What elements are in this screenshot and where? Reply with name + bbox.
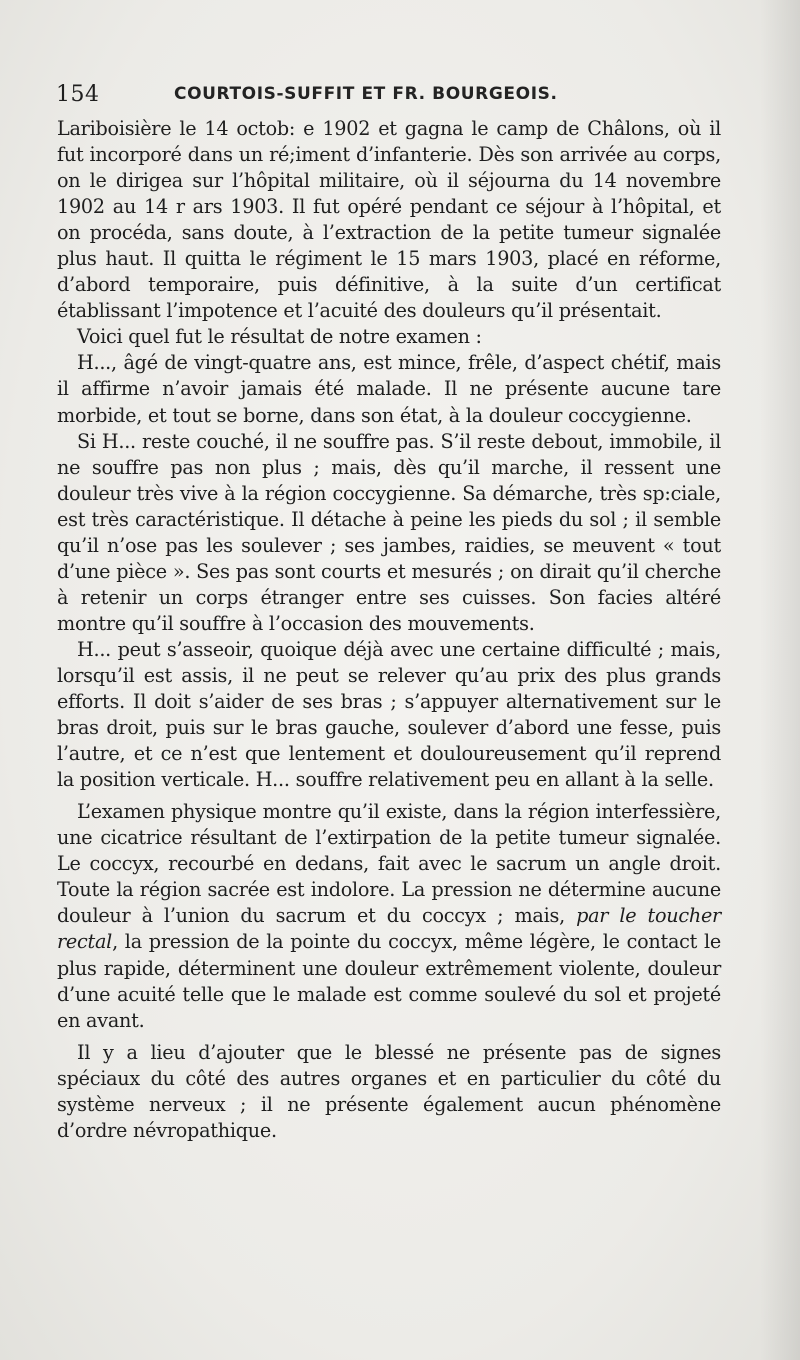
page-header (56, 82, 736, 114)
paragraph-continuation: Lariboisière le 14 octob: e 1902 et gagna le camp de Châlons, où il fut incorporé dans un ré;iment d’infanterie. Dès son arrivée au corps, on le dirigea sur l’hôpital militaire, où il séjourna du 14 novembre 1902 au 14 r ars 1903. Il fut opéré pendant ce séjour à l’hôpital, et on procéda, sans doute, à l’extraction de la petite tumeur signalée plus haut. Il quitta le régiment le 15 mars 1903, placé en réforme, d’abord temporaire, puis définitive, à la suite d’un certificat établissant l’impotence et l’acuité des douleurs qu’il présentait. (57, 117, 721, 323)
physical-exam-text-after: , la pression de la pointe du coccyx, même légère, le contact le plus rapide, déterminent une douleur extrêmement violente, douleur d’une acuité telle que le malade est comme soulevé du sol et projeté en avant. (57, 930, 721, 1032)
paragraph-gait: Si H... reste couché, il ne souffre pas. S’il reste debout, immobile, il ne souffre pas non plus ; mais, dès qu’il marche, il ressent une douleur très vive à la région coccygienne. Sa démarche, très sp:ciale, est très caractéristique. Il détache à peine les pieds du sol ; il semble qu’il n’ose pas les soulever ; ses jambes, raidies, se meuvent « tout d’une pièce ». Ses pas sont courts et mesurés ; on dirait qu’il cherche à retenir un corps étranger entre ses cuisses. Son facies altéré montre qu’il souffre à l’occasion des mouvements. (57, 429, 721, 635)
physical-exam-italic: par le toucher rectal (57, 904, 721, 954)
physical-exam-text-before: L’examen physique montre qu’il existe, dans la région interfessière, une cicatrice résultant de l’extirpation de la petite tumeur signalée. Le coccyx, recourbé en dedans, fait avec le sacrum un angle droit. Toute la région sacrée est indolore. La pression ne détermine aucune douleur à l’union du sacrum et du coccyx ; mais, (57, 800, 721, 928)
body-text (57, 116, 721, 1144)
running-head: COURTOIS-SUFFIT ET FR. BOURGEOIS. (174, 84, 558, 104)
paragraph-conclusion: Il y a lieu d’ajouter que le blessé ne présente pas de signes spéciaux du côté des autres organes et en particulier du côté du système nerveux ; il ne présente également aucun phénomène d’ordre névropathique. (57, 1040, 721, 1142)
paragraph-exam-intro: Voici quel fut le résultat de notre examen : (77, 325, 482, 349)
paragraph-patient-description: H..., âgé de vingt-quatre ans, est mince, frêle, d’aspect chétif, mais il affirme n’avoir jamais été malade. Il ne présente aucune tare morbide, et tout se borne, dans son état, à la douleur coccygienne. (57, 351, 721, 427)
page-number: 154 (56, 82, 100, 107)
paragraph-sitting: H... peut s’asseoir, quoique déjà avec une certaine difficulté ; mais, lorsqu’il est assis, il ne peut se relever qu’au prix des plus grands efforts. Il doit s’aider de ses bras ; s’appuyer alternativement sur le bras droit, puis sur le bras gauche, soulever d’abord une fesse, puis l’autre, et ce n’est que lentement et douloureusement qu’il reprend la position verticale. H... souffre relativement peu en allant à la selle. (57, 637, 721, 792)
page-edge-shadow (760, 0, 800, 1360)
paragraph-physical-exam (57, 799, 721, 1033)
